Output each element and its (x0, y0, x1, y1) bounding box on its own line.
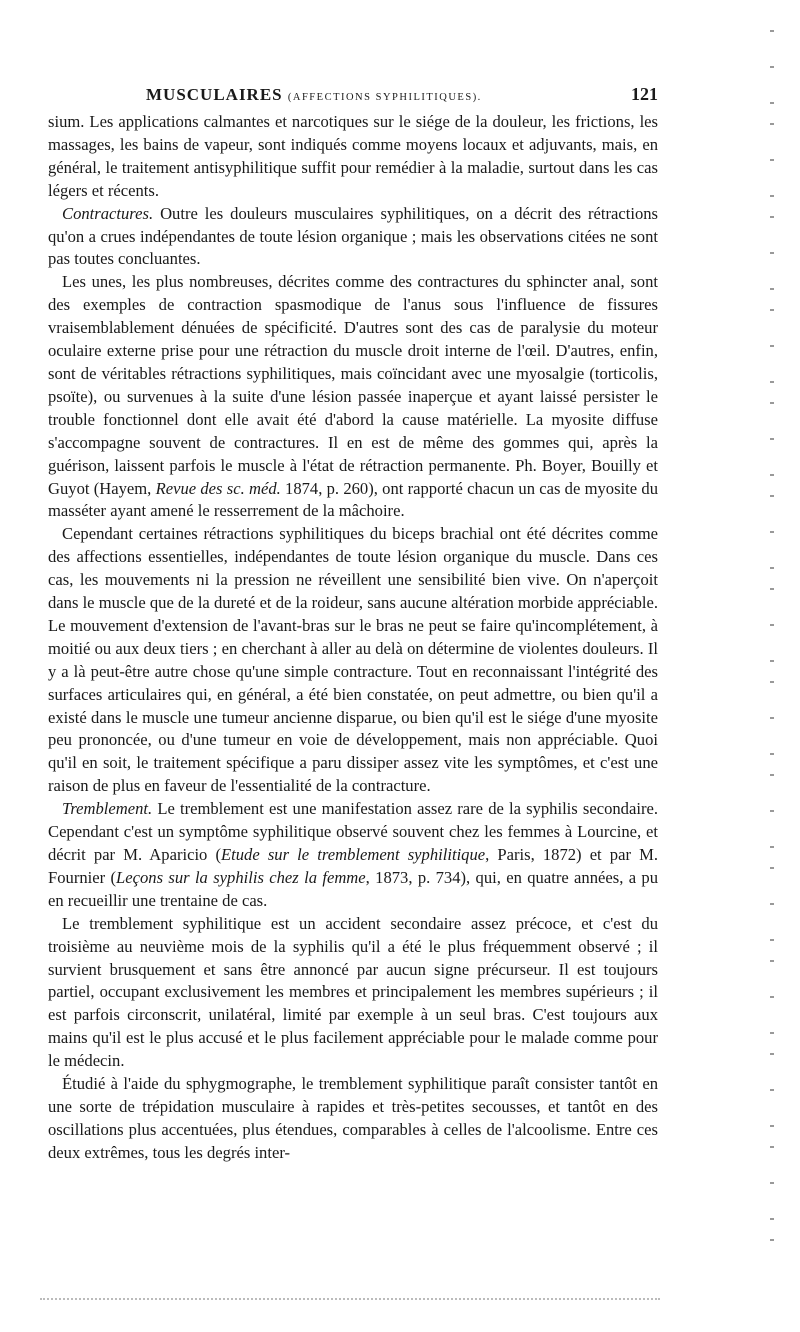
paragraph (48, 111, 658, 203)
italic-run: Leçons sur la syphilis chez la femme (116, 867, 366, 887)
scan-mark (770, 1089, 774, 1091)
scan-mark (770, 531, 774, 533)
margin-scan-marks (764, 30, 774, 1290)
text-run: Cependant certaines rétractions syphilitiques du biceps brachial ont été décrites comme des affections essentielles, indépendantes de toute lésion organique du muscle. Dans ces cas, les mouvements ni la pression ne réveillent une sensibilité bien vive. On n'aperçoit dans le muscle que de la dureté et de la roideur, sans aucune altération morbide appréciable. Le mouvement d'extension de l'avant-bras sur le bras ne peut se faire qu'incomplétement, à moitié ou aux deux tiers ; en cherchant à aller au delà on détermine de violentes douleurs. Il y a là peut-être autre chose qu'une simple contracture. Tout en reconnaissant l'intégrité des surfaces articulaires qui, en général, a été bien constatée, on peut admettre, ou bien qu'il a existé dans le muscle une tumeur ancienne disparue, ou bien qu'il est le siége d'une myosite peu prononcée, ou d'une tumeur en voie de développement, mais non appréciable. Quoi qu'il en soit, le traitement spécifique a paru dissiper assez vite les symptômes, et c'est une raison de plus en faveur de l'essentialité de la contracture. (48, 524, 658, 796)
scan-mark (770, 996, 774, 998)
page (48, 84, 658, 1165)
text-run: Outre les douleurs musculaires syphilitiques, on a décrit des rétractions qu'on a crues indépendantes de toute lésion organique ; mais les observations citées ne sont pas toutes concluantes. (48, 203, 658, 269)
text-run: Les unes, les plus nombreuses, décrites comme des contractures du sphincter anal, sont des exemples de contraction spasmodique de l'anus sous l'influence de fissures vraisemblablement dénuées de spécificité. D'autres sont des cas de paralysie du moteur oculaire externe prise pour une rétraction du muscle droit interne de l'œil. D'autres, enfin, sont de véritables rétractions syphilitiques, mais coïncidant avec une myosalgie (torticolis, psoïte), ou survenues à la suite d'une lésion passée inaperçue et ayant laissé persister le trouble fonctionnel dont elle avait été d'abord la cause matérielle. La myosite diffuse s'accompagne souvent de contractures. Il en est de même des gommes qui, après la guérison, laissent parfois le muscle à l'état de rétraction permanente. Ph. Boyer, Bouilly et Guyot (Hayem, (48, 272, 658, 498)
paragraph (48, 1073, 658, 1165)
running-title-sub: (AFFECTIONS SYPHILITIQUES). (287, 92, 482, 103)
paragraph (48, 798, 658, 913)
scan-mark (770, 846, 774, 848)
italic-run: Tremblement. (62, 799, 153, 819)
body-text (48, 111, 658, 1165)
scan-mark (770, 867, 774, 869)
paragraph (48, 523, 658, 798)
footer-scan-noise (40, 1298, 660, 1302)
scan-mark (770, 567, 774, 569)
scan-mark (770, 939, 774, 941)
scan-mark (770, 474, 774, 476)
text-run: Étudié à l'aide du sphygmographe, le tremblement syphilitique paraît consister tantôt en une sorte de trépidation musculaire à rapides et très-petites secousses, et tantôt en des oscillations plus accentuées, plus étendues, comparables à celles de l'alcoolisme. Entre ces deux extrêmes, tous les degrés inter- (48, 1074, 658, 1162)
scan-mark (770, 1218, 774, 1220)
text-run: 1874, p. 260), ont rapporté chacun un cas de myosite du masséter ayant amené le resserrement de la mâchoire. (48, 478, 658, 521)
text-run: , Paris, 1872) et par M. Fournier ( (48, 845, 658, 887)
scan-mark (770, 753, 774, 755)
scan-mark (770, 810, 774, 812)
scan-mark (770, 381, 774, 383)
scan-mark (770, 1182, 774, 1184)
scan-mark (770, 588, 774, 590)
paragraph (48, 271, 658, 523)
paragraph (48, 203, 658, 272)
running-header (146, 84, 658, 105)
scan-mark (770, 960, 774, 962)
scan-mark (770, 102, 774, 104)
scan-mark (770, 288, 774, 290)
text-run: Le tremblement syphilitique est un accident secondaire assez précoce, et c'est du troisième au neuvième mois de la syphilis qu'il a été le plus fréquemment observé ; il survient brusquement et sans être annoncé par aucun signe précurseur. Il est toujours partiel, occupant exclusivement les membres et principalement les membres supérieurs ; il est parfois circonscrit, unilatéral, limité par exemple à un seul bras. C'est toujours aux mains qu'il est le plus accusé et le plus facilement appréciable pour le malade comme pour le médecin. (48, 913, 658, 1071)
scan-mark (770, 216, 774, 218)
scan-mark (770, 123, 774, 125)
scan-mark (770, 309, 774, 311)
text-run: Le tremblement est une manifestation assez rare de la syphilis secondaire. Cependant c'est un symptôme syphilitique observé souvent chez les femmes à Lourcine, et décrit par M. Aparicio ( (48, 799, 658, 864)
scan-mark (770, 1125, 774, 1127)
scan-mark (770, 30, 774, 32)
scan-mark (770, 1239, 774, 1241)
scan-mark (770, 252, 774, 254)
scan-mark (770, 903, 774, 905)
scan-mark (770, 345, 774, 347)
scan-mark (770, 438, 774, 440)
italic-run: Etude sur le tremblement syphilitique (221, 845, 486, 864)
paragraph (48, 913, 658, 1073)
scan-mark (770, 717, 774, 719)
scan-mark (770, 1053, 774, 1055)
scan-mark (770, 495, 774, 497)
scan-mark (770, 624, 774, 626)
scan-mark (770, 660, 774, 662)
scan-mark (770, 1032, 774, 1034)
italic-run: Revue des sc. méd. (155, 478, 281, 498)
running-title (146, 85, 482, 105)
scan-mark (770, 774, 774, 776)
page-number: 121 (631, 84, 658, 104)
scan-mark (770, 681, 774, 683)
italic-run: Contractures. (62, 203, 154, 223)
scan-mark (770, 1146, 774, 1148)
text-run: sium. Les applications calmantes et narcotiques sur le siége de la douleur, les frictions, les massages, les bains de vapeur, sont indiqués comme moyens locaux et adjuvants, mais, en général, le traitement antisyphilitique suffit pour remédier à la maladie, surtout dans les cas légers et récents. (48, 112, 658, 200)
scan-mark (770, 66, 774, 68)
running-title-main: MUSCULAIRES (146, 85, 283, 104)
scan-mark (770, 195, 774, 197)
scan-mark (770, 159, 774, 161)
scan-mark (770, 402, 774, 404)
text-run: , 1873, p. 734), qui, en quatre années, a pu en recueillir une trentaine de cas. (48, 867, 658, 910)
